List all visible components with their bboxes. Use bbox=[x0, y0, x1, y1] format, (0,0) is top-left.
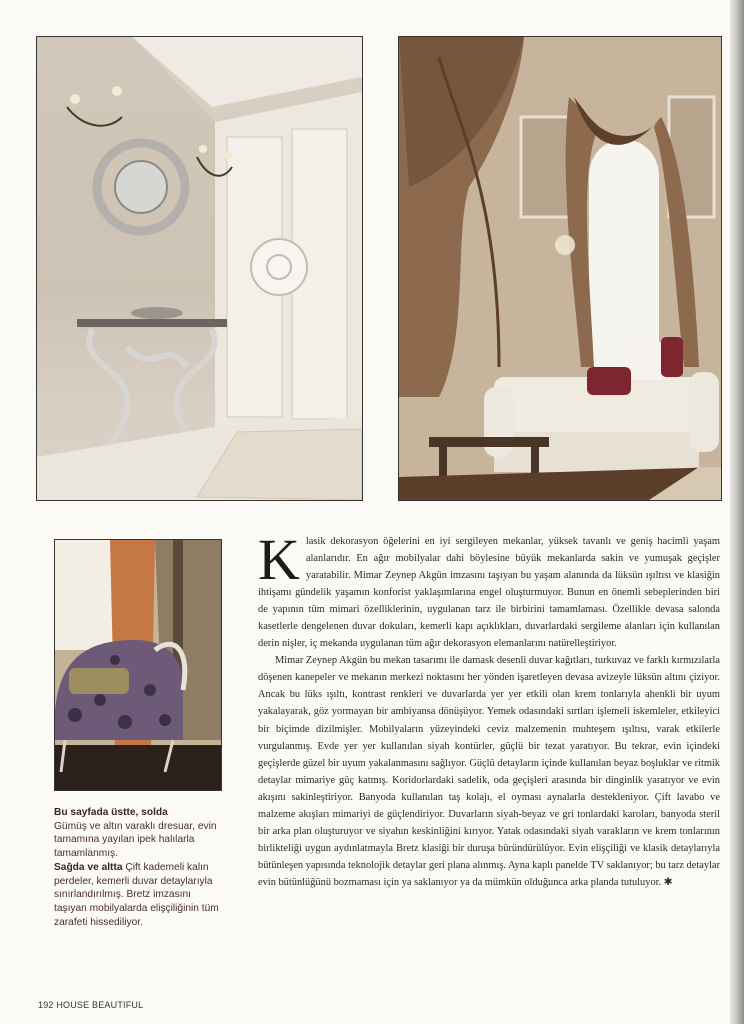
article-paragraph-1-text: lasik dekorasyon öğelerini en iyi sergileyen mekanlar, yüksek tavanlı ve geniş hacimli yaşam alanlarıdır. En ağır mobilyalar dahi böylesine büyük mekanlarda sakin ve yumuşak geçişler yaratabilir. Mimar Zeynep Akgün imzasını taşıyan bu yaşam alanında da lüksün ışıltısı ve klasiğin ihtişamı gündelik yaşamın konforist yaklaşımlarına engel oluşturmuyor. Bunun en önemli sebeplerinden biri de yapının tüm mimari özelliklerinin, uygulanan tarz ile birbirini tamamlaması. Özellikle devasa salonda kasetlerle dengelenen duvar dokuları, kemerli kapı açıklıkları, duvarlardaki sergileme alanları için kullanılan derin nişler, iç mekanda uygulanan tüm ağır dekorasyon elemanlarını natürelleştiriyor. bbox=[258, 536, 720, 650]
caption-heading: Bu sayfada üstte, solda bbox=[54, 807, 168, 818]
article-paragraph-2: Mimar Zeynep Akgün bu mekan tasarımı ile damask desenli duvar kağıtları, turkuvaz ve farklı kırmızılarla döşenen kanepeler ve mekanın merkezi noktasını her yönden işaretleyen devasa avizeyle lüksün altını çiziyor. Ancak bu lüks ışıltı, kontrast renkleri ve duvarlarda yer yer etkili olan krem tonlarıyla ahenkli bir uyum yakalayarak, göz yormayan bir ambiyansa dönüşüyor. Yemek odasındaki sırtları işlemeli iskemleler, etkileyici bir biçimde dizilmişler. Mobilyaların yüzeyindeki ceviz malzemenin muhteşem ışıltısı, varak etkilerle vurgulanmış. Evde yer yer kullanılan siyah kontürler, güçlü bir tezat yaratıyor. Bu tekrar, evin içindeki geçişlerde güzel bir uyum yakalanmasını sağlıyor. Güçlü detayların içinde kullanılan beyaz boşluklar ve ritmik detaylar mimariye güç katmış. Koridorlardaki sadelik, oda geçişleri arasında bir dinginlik yaratıyor ve evin akışını sakinleştiriyor. Banyoda kullanılan taş kolajı, el oyması aynalarla destekleniyor. Çift lavabo ve malzeme akışları mimariyi de güçlendiriyor. Duvarların siyah-beyaz ve gri tonlardaki karoları, banyoda steril bir arka plan oluşturuyor ve siyahın keskinliğini kırıyor. Yatak odasındaki siyah varakların ve krem tonlarının birlikteliği uygun aydınlatmayla Bretz klasiği bir duruşa büründürülüyor. Evin elişçiliği ve klasik detaylarıyla bütünleşen yapısında teknolojik detaylar geri plana alınmış. Ayna kaplı panelde TV saklanıyor; bu tarz detaylar evin bütünlüğünü bozmaması için ya saklanıyor ya da mümkün olduğunca arka planda tutuluyor. ✱ bbox=[258, 655, 720, 888]
page-footer: 192 HOUSE BEAUTIFUL bbox=[38, 1000, 144, 1010]
caption-block-2 bbox=[54, 861, 222, 930]
caption-text-2: Çift kademeli kalın perdeler, kemerli duvar detaylarıyla sınırlandırılmış. Bretz imzasını taşıyan mobilyalarda elişçiliğinin tüm zarafeti hissediliyor. bbox=[54, 861, 219, 928]
photo-salon-drapes bbox=[398, 36, 722, 501]
photo-patterned-sofa bbox=[54, 539, 222, 791]
page-edge bbox=[730, 0, 744, 1024]
photo-caption bbox=[54, 806, 222, 929]
caption-text-1: Gümüş ve altın varaklı dresuar, evin tamamına yayılan ipek halılarla tamamlanmış. bbox=[54, 820, 217, 860]
article-body bbox=[258, 527, 720, 891]
photo-entry-console bbox=[36, 36, 363, 501]
drop-cap: K bbox=[258, 527, 300, 592]
article-paragraph-1 bbox=[258, 527, 720, 652]
caption-lead-2: Sağda ve altta bbox=[54, 861, 123, 873]
